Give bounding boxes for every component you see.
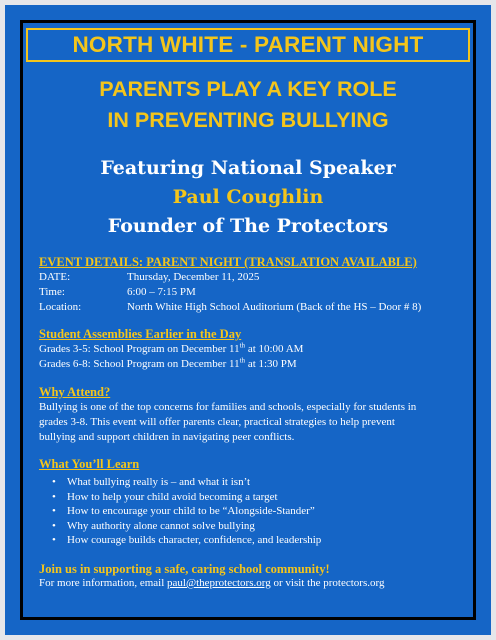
- learn-item-text: What bullying really is – and what it isn’t: [67, 476, 251, 488]
- learn-heading: What You’ll Learn: [39, 457, 140, 471]
- bullet-icon: •: [52, 519, 56, 532]
- assembly-2-sup: th: [239, 356, 246, 365]
- bullet-icon: •: [52, 490, 56, 503]
- why-attend-line-2: grades 3-8. This event will offer parents clear, practical strategies to help prevent: [39, 416, 395, 428]
- bullet-icon: •: [52, 476, 56, 488]
- subtitle-line-1: PARENTS PLAY A KEY ROLE: [99, 77, 397, 101]
- contact-prefix: For more information, email: [39, 577, 167, 589]
- event-date-value: Thursday, December 11, 2025: [127, 271, 260, 283]
- assemblies-heading: Student Assemblies Earlier in the Day: [39, 327, 242, 341]
- list-item: [52, 475, 321, 490]
- list-item: [52, 490, 321, 505]
- assembly-grades-6-8: [39, 357, 297, 372]
- why-attend-line-3: bullying and support children in navigating peer conflicts.: [39, 431, 295, 443]
- why-attend-heading: Why Attend?: [39, 385, 111, 399]
- learn-item-text: Why authority alone cannot solve bullying: [67, 519, 255, 532]
- event-time-label: Time:: [39, 286, 65, 298]
- speaker-name: Paul Coughlin: [172, 186, 324, 208]
- contact-suffix: or visit the protectors.org: [270, 577, 385, 589]
- contact-info: [39, 576, 384, 591]
- join-message: Join us in supporting a safe, caring school community!: [39, 562, 330, 576]
- event-date-label: DATE:: [39, 271, 71, 283]
- learn-list: [39, 475, 321, 548]
- why-attend-line-1: Bullying is one of the top concerns for families and schools, especially for students in: [39, 401, 417, 413]
- title-box: [26, 28, 470, 62]
- assembly-2-prefix: Grades 6-8: School Program on December 11: [39, 358, 240, 370]
- bullet-icon: •: [52, 534, 56, 546]
- event-details-heading: EVENT DETAILS: PARENT NIGHT (TRANSLATION AVAILABLE): [39, 255, 417, 269]
- assembly-2-suffix: at 1:30 PM: [245, 358, 297, 370]
- assembly-grades-3-5: [39, 342, 303, 357]
- subtitle-line-2: IN PREVENTING BULLYING: [107, 108, 389, 132]
- speaker-featuring: Featuring National Speaker: [100, 157, 396, 179]
- learn-item-text: How courage builds character, confidence, and leadership: [67, 534, 322, 546]
- list-item: [52, 533, 322, 548]
- list-item: [52, 504, 321, 519]
- assembly-1-sup: th: [239, 341, 246, 350]
- subtitle: [0, 74, 496, 136]
- event-time-value: 6:00 – 7:15 PM: [127, 286, 196, 298]
- assembly-1-prefix: Grades 3-5: School Program on December 11: [39, 343, 240, 355]
- learn-item-text: How to encourage your child to be “Alongside-Stander”: [67, 505, 315, 517]
- speaker-role: Founder of The Protectors: [107, 215, 389, 237]
- bullet-icon: •: [52, 505, 56, 517]
- learn-item-text: How to help your child avoid becoming a target: [67, 490, 278, 503]
- assembly-1-suffix: at 10:00 AM: [245, 343, 304, 355]
- event-location-value: North White High School Auditorium (Back of the HS – Door # 8): [127, 301, 422, 313]
- flyer-title: NORTH WHITE - PARENT NIGHT: [72, 32, 424, 57]
- list-item: [52, 519, 321, 534]
- email-link[interactable]: paul@theprotectors.org: [167, 577, 271, 589]
- event-location-label: Location:: [39, 301, 82, 313]
